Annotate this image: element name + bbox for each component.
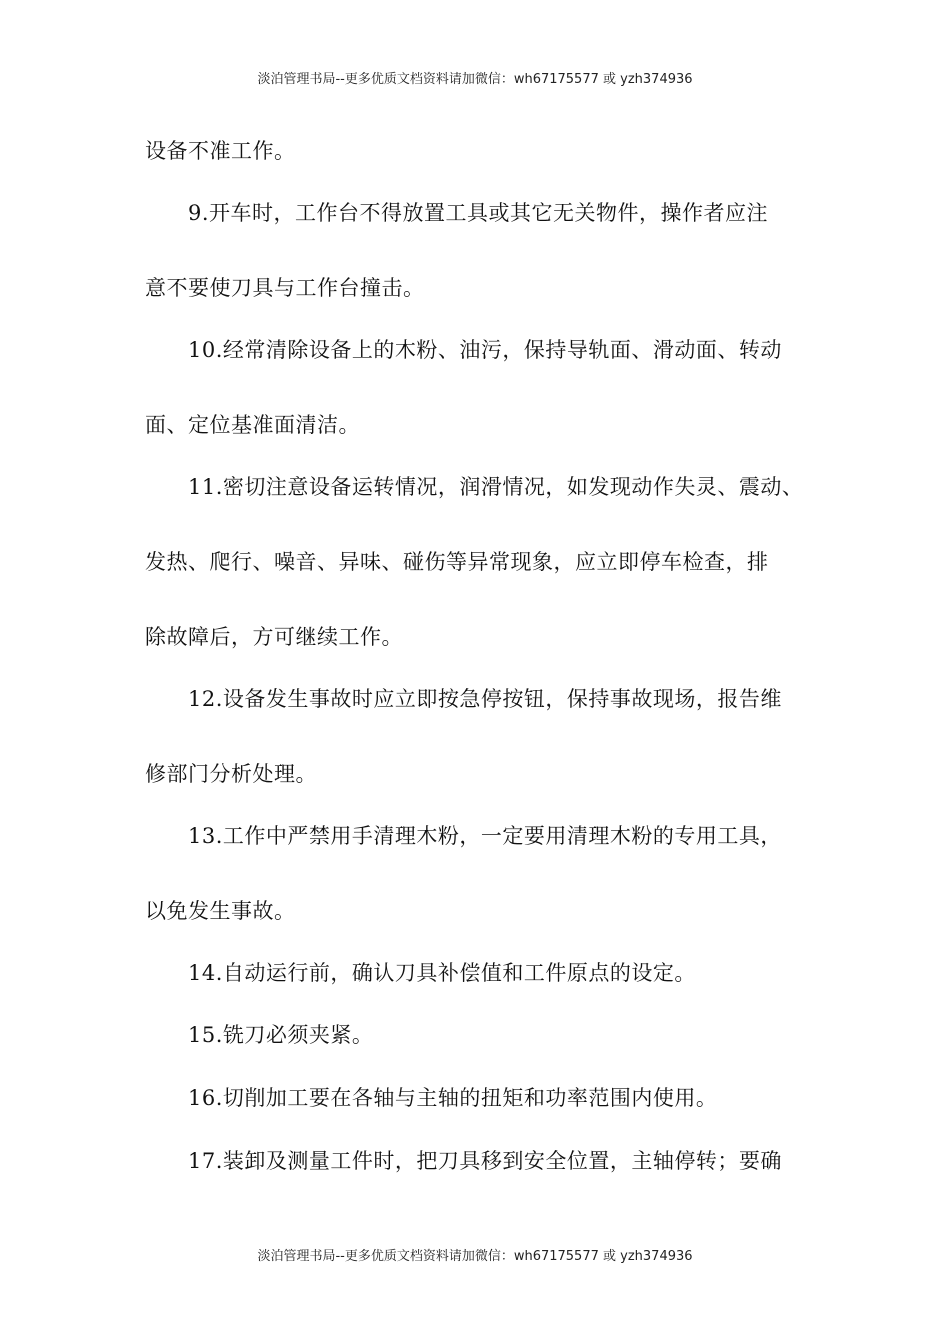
body-line-14: 15.铣刀必须夹紧。 [188,1023,374,1047]
body-line-16: 17.装卸及测量工件时，把刀具移到安全位置，主轴停转；要确 [188,1149,782,1173]
page-header: 淡泊管理书局--更多优质文档资料请加微信：wh67175577 或 yzh374936 [257,72,693,87]
body-line-2: 9.开车时，工作台不得放置工具或其它无关物件，操作者应注 [188,201,769,225]
body-line-11: 13.工作中严禁用手清理木粉，一定要用清理木粉的专用工具， [188,824,782,848]
body-line-12: 以免发生事故。 [145,899,296,923]
body-line-3: 意不要使刀具与工作台撞击。 [145,276,425,300]
body-line-1: 设备不准工作。 [145,139,296,163]
body-line-7: 发热、爬行、噪音、异味、碰伤等异常现象，应立即停车检查，排 [145,550,769,574]
body-line-13: 14.自动运行前，确认刀具补偿值和工件原点的设定。 [188,961,696,985]
body-line-15: 16.切削加工要在各轴与主轴的扭矩和功率范围内使用。 [188,1086,718,1110]
body-line-9: 12.设备发生事故时应立即按急停按钮，保持事故现场，报告维 [188,687,782,711]
page-footer: 淡泊管理书局--更多优质文档资料请加微信：wh67175577 或 yzh374936 [257,1249,693,1264]
body-line-10: 修部门分析处理。 [145,762,317,786]
body-line-5: 面、定位基准面清洁。 [145,413,360,437]
body-line-8: 除故障后，方可继续工作。 [145,625,403,649]
body-line-6: 11.密切注意设备运转情况，润滑情况，如发现动作失灵、震动、 [188,475,804,499]
body-line-4: 10.经常清除设备上的木粉、油污，保持导轨面、滑动面、转动 [188,338,782,362]
